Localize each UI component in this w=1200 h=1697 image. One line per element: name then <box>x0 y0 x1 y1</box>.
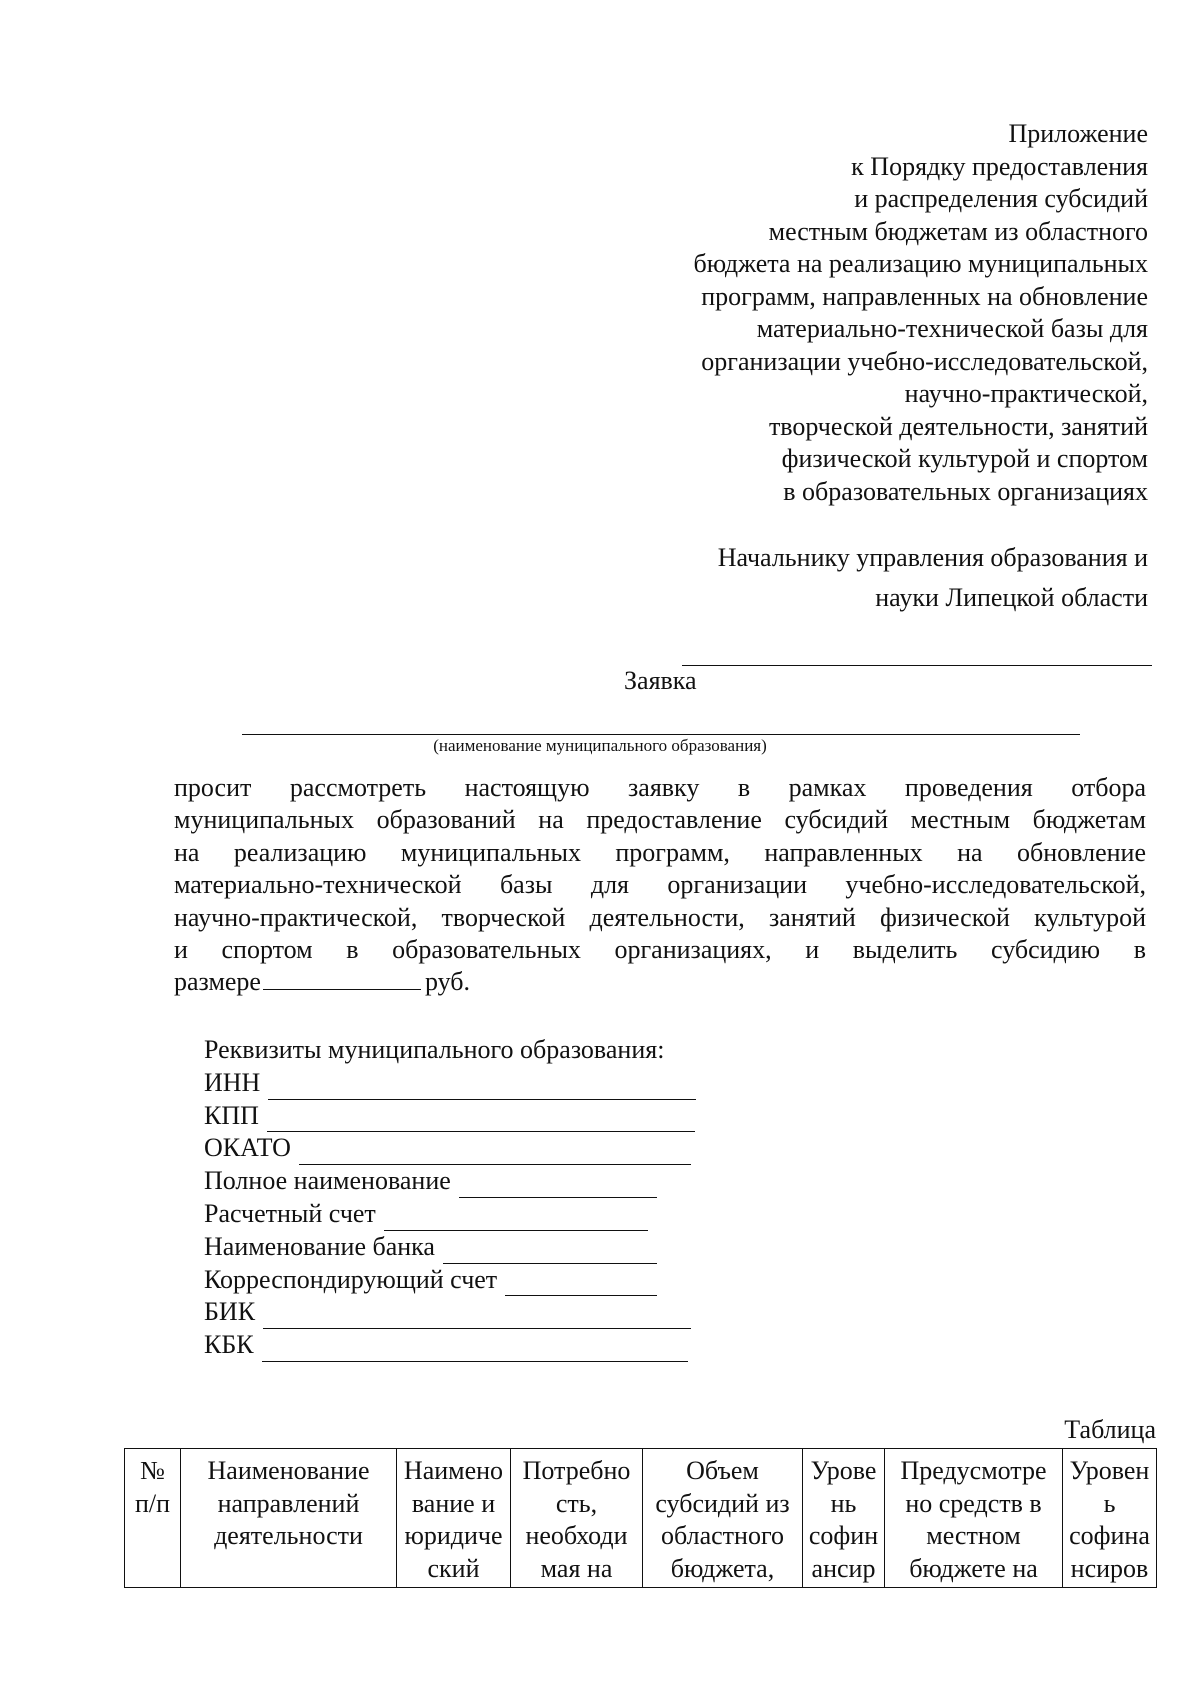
requisite-label: БИК <box>204 1297 256 1327</box>
requisite-row-okato <box>204 1132 696 1165</box>
paragraph-line: просит рассмотреть настоящую заявку в рамках проведения отбора <box>174 773 1146 802</box>
full-name-blank[interactable] <box>459 1173 657 1198</box>
subsidy-table <box>124 1448 1157 1588</box>
request-paragraph <box>174 772 1146 999</box>
bank-blank[interactable] <box>443 1239 657 1264</box>
header-line: бюджета на реализацию муниципальных <box>693 249 1148 278</box>
account-blank[interactable] <box>384 1206 648 1231</box>
kbk-blank[interactable] <box>262 1337 688 1362</box>
requisite-row-kbk <box>204 1329 696 1362</box>
requisites-block <box>204 1034 696 1362</box>
requisite-row-kpp <box>204 1100 696 1133</box>
signature-blank-line[interactable] <box>682 665 1152 666</box>
header-line: программ, направленных на обновление <box>701 281 1148 311</box>
column-header-legal-name: Наимено вание и юридиче ский <box>397 1449 511 1588</box>
header-line: материально-технической базы для <box>756 314 1148 343</box>
corr-account-blank[interactable] <box>505 1271 657 1296</box>
amount-suffix: руб. <box>424 967 471 997</box>
okato-blank[interactable] <box>299 1140 691 1165</box>
requisite-row-inn <box>204 1067 696 1100</box>
requisite-row-full-name <box>204 1165 696 1198</box>
amount-blank[interactable] <box>263 967 421 990</box>
column-header-number: № п/п <box>125 1449 181 1588</box>
requisite-label: Корреспондирующий счет <box>204 1264 498 1294</box>
municipality-caption: (наименование муниципального образования) <box>433 736 767 755</box>
header-line: организации учебно-исследовательской, <box>701 346 1148 376</box>
bik-blank[interactable] <box>263 1304 691 1329</box>
appendix-header <box>548 118 1148 508</box>
column-header-cofinancing-level: Урове нь софин ансир <box>803 1449 885 1588</box>
header-line: научно-практической, <box>904 379 1148 408</box>
requisites-title: Реквизиты муниципального образования: <box>204 1035 665 1064</box>
requisite-row-bik <box>204 1296 696 1329</box>
header-line: творческой деятельности, занятий <box>768 411 1148 441</box>
column-header-directions: Наименование направлений деятельности <box>181 1449 397 1588</box>
paragraph-line: муниципальных образований на предоставление субсидий местным бюджетам <box>174 805 1146 835</box>
header-line: физической культурой и спортом <box>781 444 1148 473</box>
column-header-cofinancing-level-2: Уровен ь софина нсиров <box>1063 1449 1157 1588</box>
requisite-label: Полное наименование <box>204 1166 451 1196</box>
requisite-label: КБК <box>204 1330 254 1360</box>
header-line: и распределения субсидий <box>854 184 1148 213</box>
column-header-need: Потребно сть, необходи мая на <box>511 1449 643 1588</box>
requisite-row-corr-account <box>204 1264 696 1297</box>
addressee-block <box>548 538 1148 618</box>
kpp-blank[interactable] <box>267 1107 695 1132</box>
addressee-line: Начальнику управления образования и <box>717 543 1148 572</box>
header-line: в образовательных организациях <box>783 476 1148 506</box>
requisite-label: Наименование банка <box>204 1231 435 1261</box>
requisite-row-bank <box>204 1231 696 1264</box>
header-line: местным бюджетам из областного <box>768 216 1148 246</box>
addressee-line: науки Липецкой области <box>875 583 1148 612</box>
column-header-local-budget: Предусмотре но средств в местном бюджете на <box>885 1449 1063 1588</box>
inn-blank[interactable] <box>268 1075 696 1100</box>
paragraph-line: научно-практической, творческой деятельности, занятий физической культурой <box>174 902 1146 932</box>
table-caption: Таблица <box>1064 1415 1156 1444</box>
table-header-row <box>125 1449 1157 1588</box>
column-header-subsidy-volume: Объем субсидий из областного бюджета, <box>643 1449 803 1588</box>
requisite-label: Расчетный счет <box>204 1198 376 1228</box>
paragraph-line: на реализацию муниципальных программ, направленных на обновление <box>174 837 1146 867</box>
paragraph-line: и спортом в образовательных организациях, и выделить субсидию в <box>174 935 1146 965</box>
amount-prefix: размере <box>174 967 261 997</box>
header-line: к Порядку предоставления <box>851 151 1148 181</box>
requisite-label: ОКАТО <box>204 1133 291 1163</box>
requisite-row-account <box>204 1198 696 1231</box>
requisite-label: ИНН <box>204 1067 261 1097</box>
municipality-name-line[interactable] <box>242 734 1080 735</box>
requisite-label: КПП <box>204 1100 259 1130</box>
header-line: Приложение <box>1008 119 1148 148</box>
paragraph-last-line <box>174 966 1146 998</box>
paragraph-line: материально-технической базы для организации учебно-исследовательской, <box>174 870 1146 900</box>
document-title: Заявка <box>624 666 697 695</box>
